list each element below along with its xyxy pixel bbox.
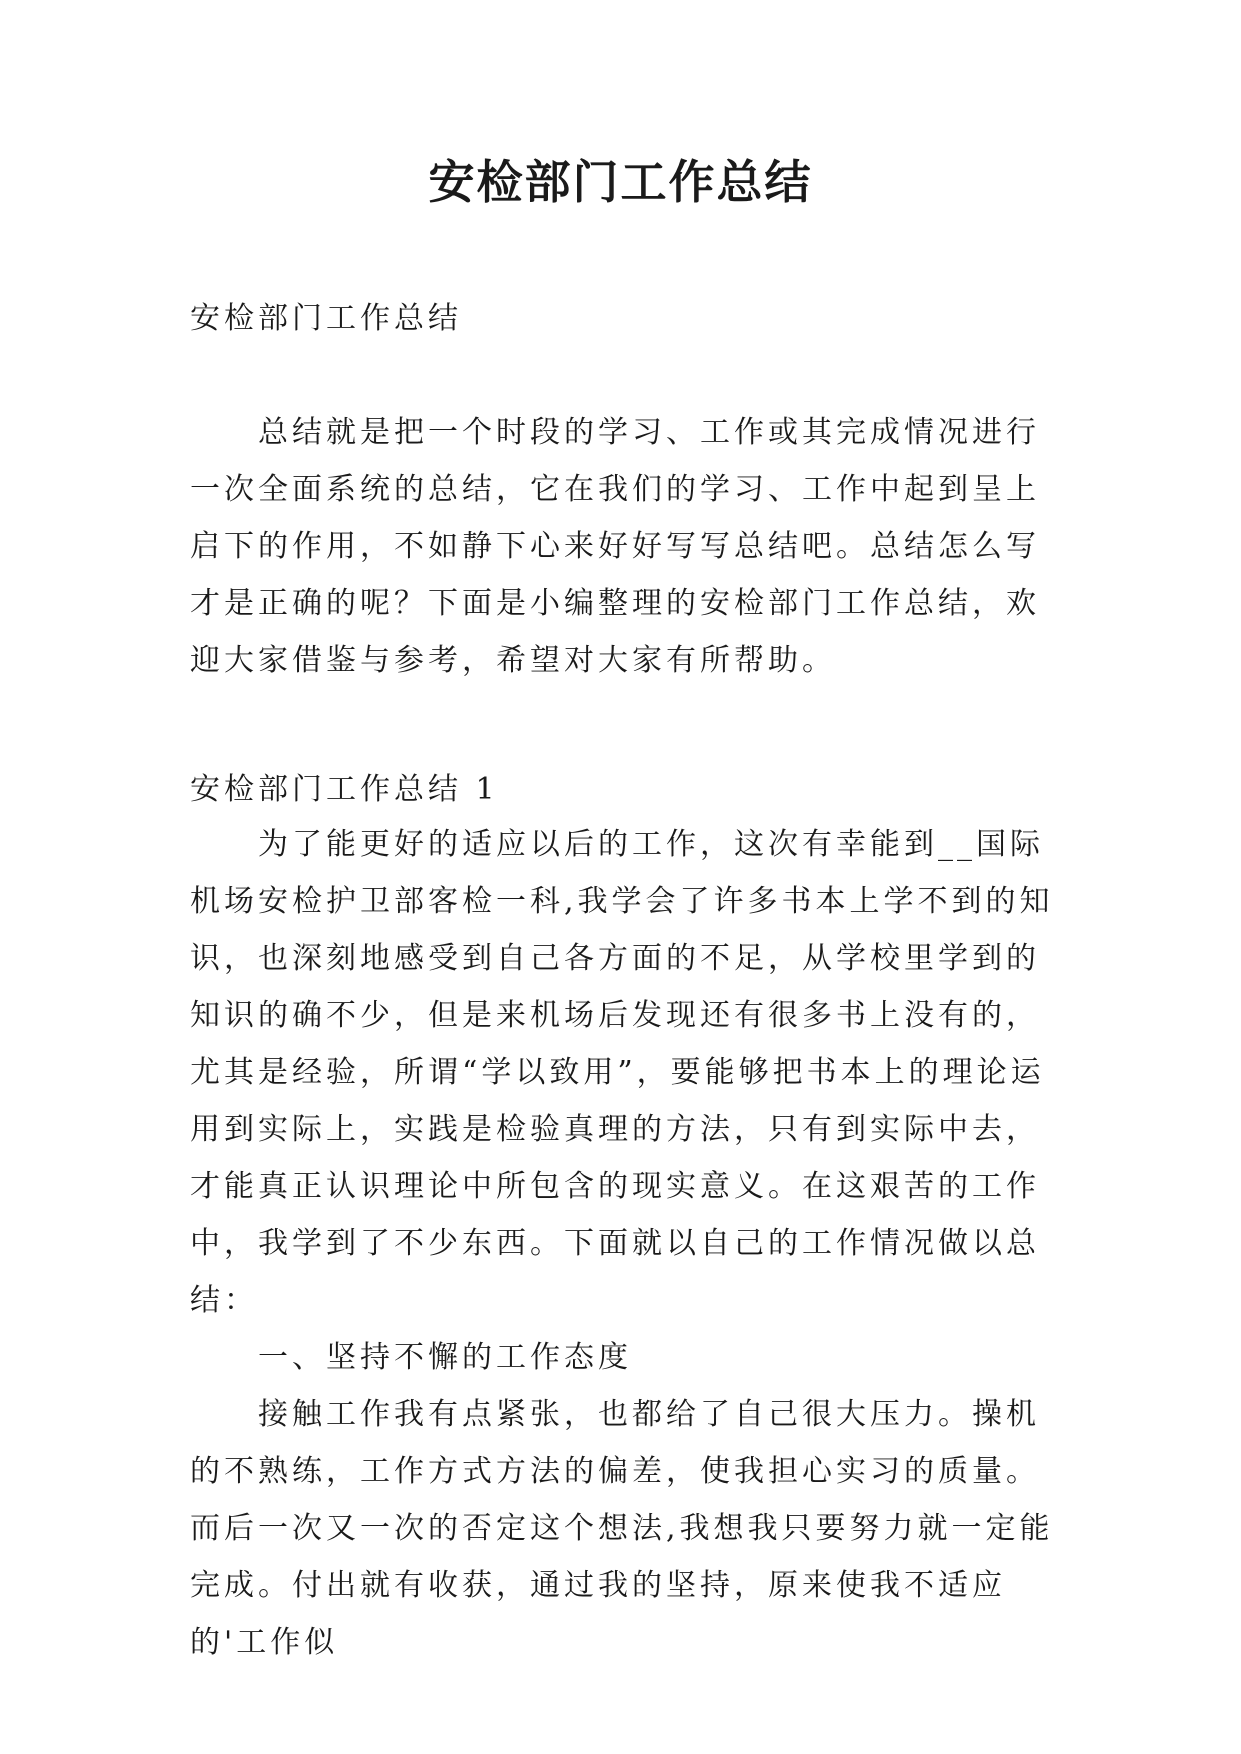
section-heading: 安检部门工作总结 1 (190, 772, 499, 807)
document-subtitle: 安检部门工作总结 (190, 301, 462, 336)
intro-paragraph: 总结就是把一个时段的学习、工作或其完成情况进行一次全面系统的总结，它在我们的学习、工作中起到呈上启下的作用，不如静下心来好好写写总结吧。总结怎么写才是正确的呢？下面是小编整理的安检部门工作总结，欢迎大家借鉴与参考，希望对大家有所帮助。 (190, 415, 1040, 678)
body-paragraph: 为了能更好的适应以后的工作，这次有幸能到__国际机场安检护卫部客检一科,我学会了许多书本上学不到的知识，也深刻地感受到自己各方面的不足，从学校里学到的知识的确不少，但是来机场后发现还有很多书上没有的，尤其是经验，所谓“学以致用”，要能够把书本上的理论运用到实际上，实践是检验真理的方法，只有到实际中去，才能真正认识理论中所包含的现实意义。在这艰苦的工作中，我学到了不少东西。下面就以自己的工作情况做以总结： (190, 827, 1054, 1318)
subsection-heading: 一、坚持不懈的工作态度 (258, 1340, 632, 1375)
body-paragraph: 接触工作我有点紧张，也都给了自己很大压力。操机的不熟练，工作方式方法的偏差，使我担心实习的质量。而后一次又一次的否定这个想法,我想我只要努力就一定能完成。付出就有收获，通过我的坚持，原来使我不适应的'工作似 (190, 1397, 1054, 1660)
section-body (190, 816, 1062, 1671)
page-title: 安检部门工作总结 (428, 155, 813, 209)
